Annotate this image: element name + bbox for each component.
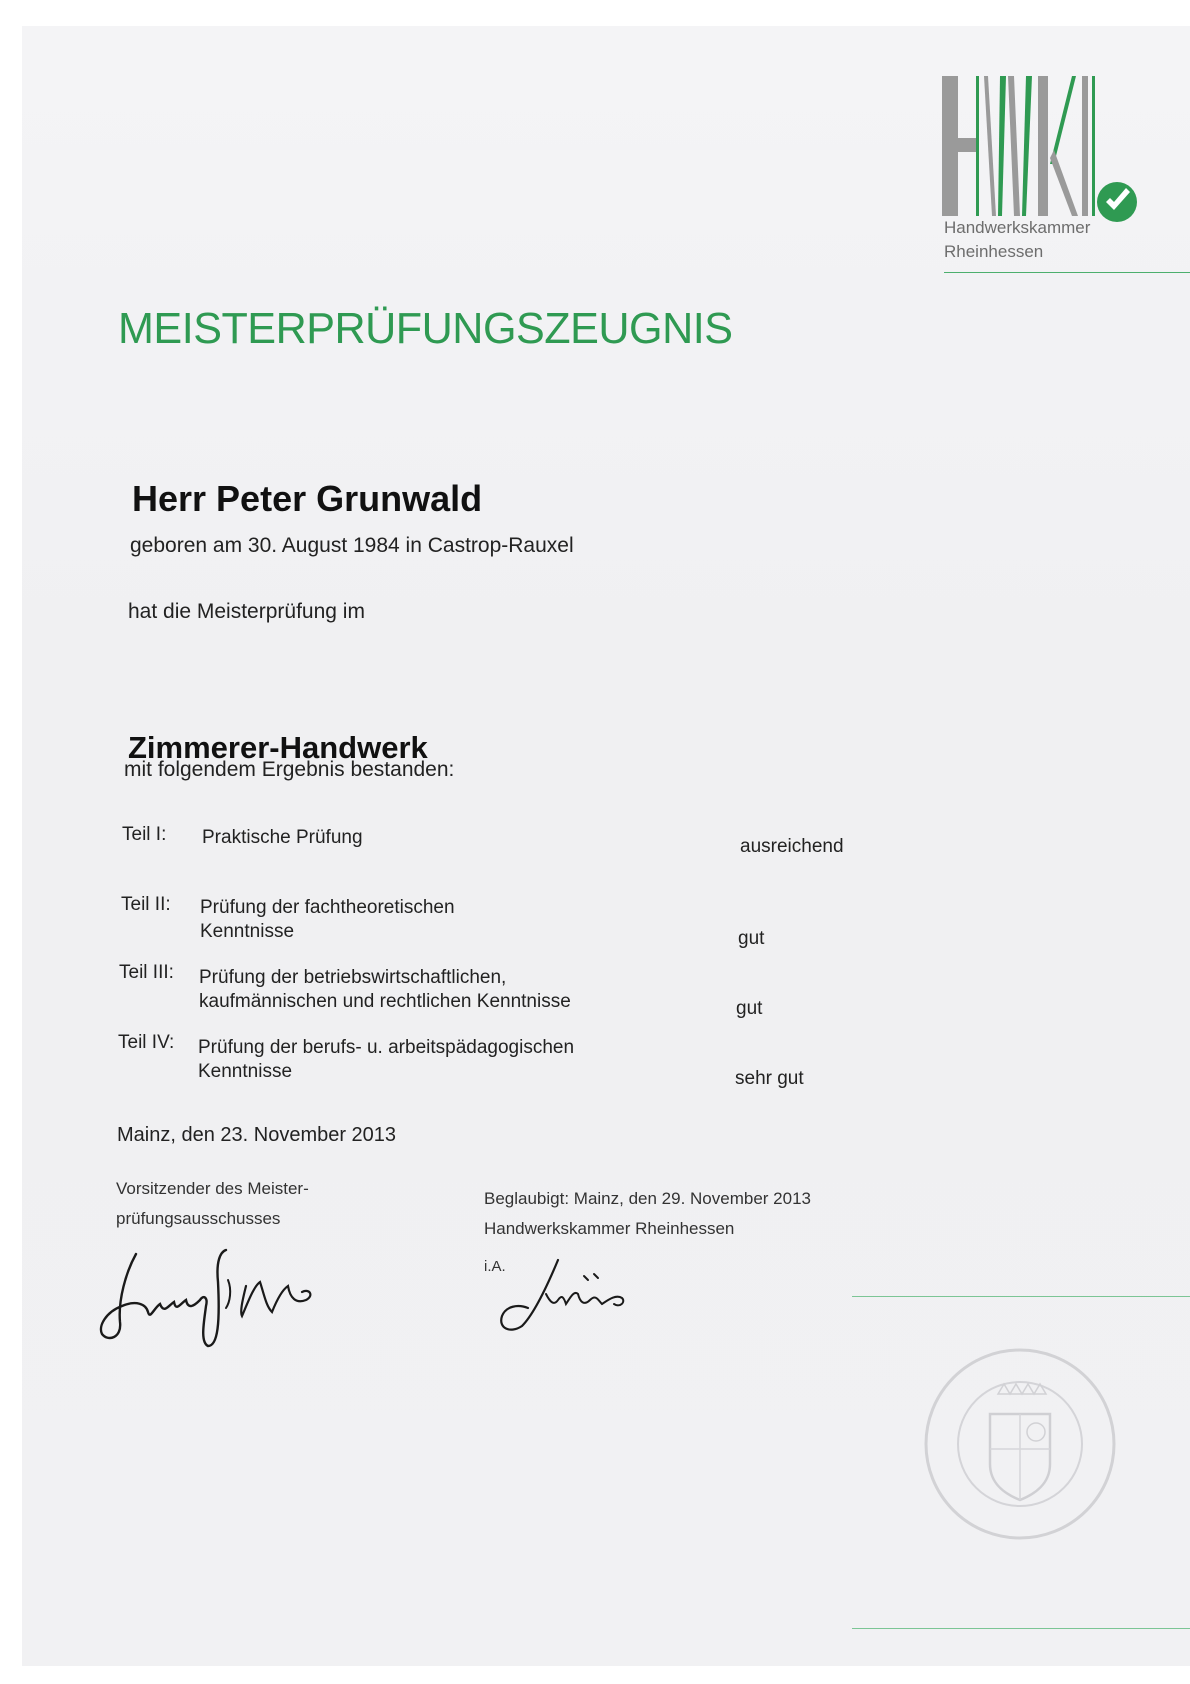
chair-title-line1: Vorsitzender des Meister-: [116, 1179, 309, 1198]
embossed-seal-icon: [920, 1344, 1120, 1544]
logo-divider: [944, 272, 1190, 273]
seal-bottom-rule: [852, 1628, 1190, 1629]
certification-block: [484, 1184, 811, 1244]
birth-line: geboren am 30. August 1984 in Castrop-Rauxel: [130, 534, 574, 557]
page-title: MEISTERPRÜFUNGSZEUGNIS: [118, 304, 733, 353]
logo-org-name: [944, 216, 1090, 264]
result-desc-4: [198, 1036, 574, 1084]
place-date: Mainz, den 23. November 2013: [117, 1124, 397, 1146]
exam-intro: hat die Meisterprüfung im: [128, 600, 365, 623]
ia-label: i.A.: [484, 1258, 506, 1275]
result-grade-3: gut: [736, 998, 763, 1019]
certifier-signature: [488, 1254, 668, 1344]
result-desc-4-line2: Kenntnisse: [198, 1061, 293, 1082]
result-label-1: Teil I:: [122, 824, 167, 845]
chair-title: [116, 1174, 309, 1234]
logo-org-line1: Handwerkskammer: [944, 218, 1091, 237]
result-label-2: Teil II:: [121, 894, 171, 915]
result-desc-1: [202, 826, 363, 850]
result-desc-2-line1: Prüfung der fachtheoretischen: [200, 897, 455, 918]
chair-title-line2: prüfungsausschusses: [116, 1209, 281, 1228]
seal-top-rule: [852, 1296, 1190, 1297]
result-grade-1: ausreichend: [740, 836, 844, 857]
result-desc-3-line1: Prüfung der betriebswirtschaftlichen,: [199, 967, 507, 988]
craft-name: Zimmerer-Handwerk: [128, 730, 428, 765]
result-desc-4-line1: Prüfung der berufs- u. arbeitspädagogischen: [198, 1037, 575, 1058]
result-desc-2: [200, 896, 455, 944]
chair-signature: [96, 1242, 356, 1362]
result-grade-2: gut: [738, 928, 765, 949]
result-grade-4: sehr gut: [735, 1068, 804, 1089]
logo-org-line2: Rheinhessen: [944, 242, 1044, 261]
result-desc-3-line2: kaufmännischen und rechtlichen Kenntnisse: [199, 991, 571, 1012]
result-desc-2-line2: Kenntnisse: [200, 921, 295, 942]
certification-line2: Handwerkskammer Rheinhessen: [484, 1219, 735, 1238]
result-desc-3: [199, 966, 571, 1014]
result-label-4: Teil IV:: [118, 1032, 175, 1053]
certification-line1: Beglaubigt: Mainz, den 29. November 2013: [484, 1189, 811, 1208]
result-desc-1-line1: Praktische Prüfung: [202, 827, 363, 848]
recipient-name: Herr Peter Grunwald: [132, 478, 483, 519]
certificate-page: [22, 26, 1190, 1666]
result-intro: mit folgendem Ergebnis bestanden:: [124, 758, 455, 781]
result-label-3: Teil III:: [119, 962, 174, 983]
